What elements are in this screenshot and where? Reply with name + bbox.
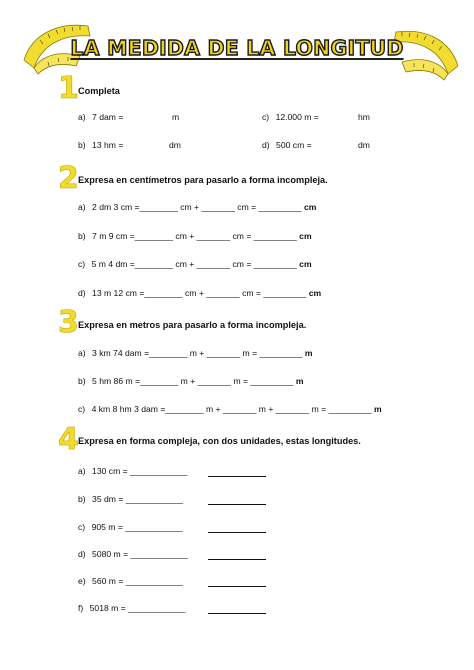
item-letter: b) xyxy=(78,140,86,150)
answer-line-4d[interactable] xyxy=(208,558,266,560)
answer-line-4f[interactable] xyxy=(208,612,266,614)
exercise-1a xyxy=(78,112,123,122)
section-1-heading: Completa xyxy=(78,86,120,96)
answer-line-4a[interactable] xyxy=(208,475,266,477)
page-title-wrap xyxy=(0,36,474,60)
exercise-1b-unit: dm xyxy=(169,140,181,150)
exercise-2b xyxy=(78,231,312,241)
item-expression: 7 m 9 cm =________ cm + _______ cm = _________ xyxy=(92,231,297,241)
section-4-heading: Expresa en forma compleja, con dos unidades, estas longitudes. xyxy=(78,436,361,446)
exercise-4b xyxy=(78,494,183,504)
item-expression: 3 km 74 dam =________ m + _______ m = _________ xyxy=(92,348,303,358)
exercise-1c xyxy=(262,112,319,122)
exercise-4d xyxy=(78,549,188,559)
item-expression: 500 cm = xyxy=(276,140,312,150)
item-expression: 13 m 12 cm =________ cm + _______ cm = _________ xyxy=(92,288,307,298)
section-3-heading: Expresa en metros para pasarlo a forma incompleja. xyxy=(78,320,307,330)
section-4-number: 4 xyxy=(58,422,79,457)
section-3-number: 3 xyxy=(58,305,79,340)
item-unit: cm xyxy=(303,202,317,212)
exercise-1b xyxy=(78,140,123,150)
page-title: LA MEDIDA DE LA LONGITUD xyxy=(70,36,404,60)
exercise-4e xyxy=(78,576,183,586)
item-expression: 5 hm 86 m =________ m + _______ m = _________ xyxy=(92,376,294,386)
answer-line-4e[interactable] xyxy=(208,585,266,587)
item-letter: c) xyxy=(78,404,86,414)
item-letter: b) xyxy=(78,376,86,386)
item-letter: c) xyxy=(78,522,86,532)
item-unit: m xyxy=(373,404,382,414)
item-unit: cm xyxy=(299,259,312,269)
exercise-2c xyxy=(78,259,312,269)
item-letter: d) xyxy=(78,288,86,298)
item-expression: 4 km 8 hm 3 dam =________ m + _______ m + _______ m = _________ xyxy=(91,404,372,414)
exercise-1d-unit: dm xyxy=(358,140,370,150)
item-expression: 12.000 m = xyxy=(275,112,319,122)
item-expression: 5018 m = ____________ xyxy=(89,603,186,613)
item-letter: a) xyxy=(78,466,86,476)
exercise-1c-unit: hm xyxy=(358,112,370,122)
item-expression: 5080 m = ____________ xyxy=(92,549,188,559)
item-unit: cm xyxy=(308,288,322,298)
item-letter: a) xyxy=(78,202,86,212)
answer-line-4c[interactable] xyxy=(208,531,266,533)
section-2-heading: Expresa en centímetros para pasarlo a forma incompleja. xyxy=(78,175,328,185)
item-expression: 130 cm = ____________ xyxy=(92,466,188,476)
item-letter: f) xyxy=(78,603,84,613)
item-expression: 560 m = ____________ xyxy=(92,576,184,586)
exercise-3b xyxy=(78,376,304,386)
exercise-1d xyxy=(262,140,312,150)
item-unit: m xyxy=(295,376,304,386)
item-letter: d) xyxy=(262,140,270,150)
item-letter: a) xyxy=(78,348,86,358)
item-letter: c) xyxy=(262,112,270,122)
item-expression: 35 dm = ____________ xyxy=(92,494,184,504)
exercise-3a xyxy=(78,348,313,358)
exercise-4c xyxy=(78,522,183,532)
item-letter: b) xyxy=(78,494,86,504)
section-1-number: 1 xyxy=(58,71,79,106)
exercise-2a xyxy=(78,202,316,212)
item-expression: 905 m = ____________ xyxy=(91,522,183,532)
item-expression: 2 dm 3 cm =________ cm + _______ cm = _________ xyxy=(92,202,302,212)
exercise-4a xyxy=(78,466,187,476)
item-unit: m xyxy=(304,348,313,358)
section-2-number: 2 xyxy=(58,161,79,196)
item-expression: 13 hm = xyxy=(92,140,124,150)
item-letter: e) xyxy=(78,576,86,586)
item-letter: c) xyxy=(78,259,86,269)
item-unit: cm xyxy=(299,231,312,241)
item-expression: 7 dam = xyxy=(92,112,124,122)
item-letter: b) xyxy=(78,231,86,241)
item-letter: a) xyxy=(78,112,86,122)
exercise-2d xyxy=(78,288,321,298)
exercise-4f xyxy=(78,603,185,613)
exercise-1a-unit: m xyxy=(172,112,180,122)
answer-line-4b[interactable] xyxy=(208,503,266,505)
item-expression: 5 m 4 dm =________ cm + _______ cm = _________ xyxy=(91,259,297,269)
item-letter: d) xyxy=(78,549,86,559)
exercise-3c xyxy=(78,404,382,414)
